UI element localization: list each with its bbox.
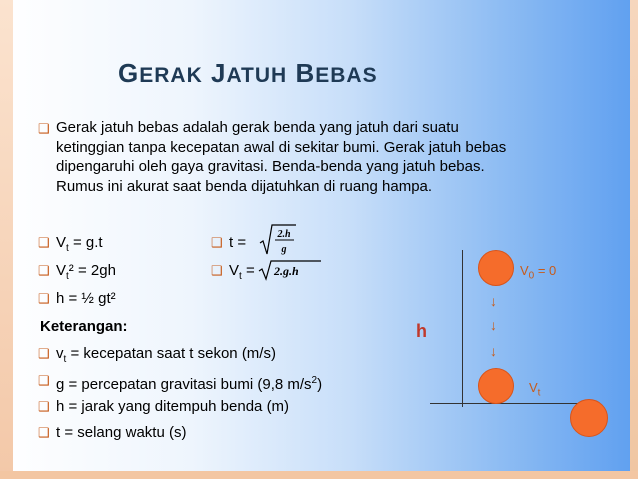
- slide-right-border: [630, 0, 638, 479]
- slide-left-border: [0, 0, 13, 479]
- bullet-icon: ❑: [38, 399, 50, 414]
- height-label: h: [416, 321, 427, 341]
- formula-vt-label: $V_t$ =: [229, 262, 255, 282]
- slide-title: GERAK JATUH BEBAS: [118, 58, 378, 88]
- down-arrow-icon: ↓: [490, 317, 497, 333]
- formula-vt-sqrt: [257, 259, 323, 281]
- bullet-icon: ❑: [38, 373, 50, 388]
- fraction-numerator: 2.h: [277, 229, 291, 240]
- bullet-icon: ❑: [38, 346, 50, 361]
- keterangan-vt: $v_t$ = kecepatan saat t sekon (m/s): [56, 345, 276, 365]
- bullet-icon: ❑: [38, 121, 50, 136]
- intro-line-4: Rumus ini akurat saat benda dijatuhkan di ruang hampa.: [56, 177, 433, 195]
- keterangan-g: g = percepatan gravitasi bumi (9,8 $m/s^2$): [56, 375, 323, 393]
- bullet-icon: ❑: [38, 425, 50, 440]
- vt-label: $V_t$: [529, 380, 541, 399]
- radicand: 2.g.h: [274, 264, 299, 278]
- ball-bottom: [478, 368, 514, 404]
- intro-line-2: ketinggian tanpa kecepatan awal di sekitar bumi. Gerak jatuh bebas: [56, 138, 507, 156]
- v0-label: $V_0 = 0$: [520, 263, 557, 282]
- formula-vt-gt: $V_t = g.t$: [56, 234, 103, 254]
- slide-bottom-border: [0, 471, 638, 479]
- keterangan-heading: Keterangan:: [40, 318, 128, 335]
- intro-line-3: dipengaruhi oleh gaya gravitasi. Benda-benda yang jatuh bebas.: [56, 158, 485, 175]
- fraction-denominator: g: [281, 244, 287, 255]
- keterangan-h: h = jarak yang ditempuh benda (m): [56, 398, 290, 415]
- ball-ground: [570, 399, 608, 437]
- down-arrow-icon: ↓: [490, 343, 497, 359]
- bullet-icon: ❑: [38, 263, 50, 278]
- bullet-icon: ❑: [211, 263, 223, 278]
- intro-line-1: Gerak jatuh bebas adalah gerak benda yang jatuh dari suatu: [56, 119, 459, 136]
- formula-vt2-2gh: $V_t^2 = 2gh$: [56, 262, 116, 282]
- formula-t-label: t =: [229, 234, 247, 251]
- formula-h: h = ½ gt²: [56, 290, 116, 307]
- intro-paragraph: [56, 118, 586, 196]
- down-arrow-icon: ↓: [490, 293, 497, 309]
- ball-top: [478, 250, 514, 286]
- ground-line: [430, 403, 590, 404]
- bullet-icon: ❑: [38, 235, 50, 250]
- bullet-icon: ❑: [38, 291, 50, 306]
- keterangan-t: t = selang waktu (s): [56, 424, 187, 441]
- bullet-icon: ❑: [211, 235, 223, 250]
- formula-t-sqrt-fraction: [258, 223, 298, 257]
- height-line: [462, 250, 463, 407]
